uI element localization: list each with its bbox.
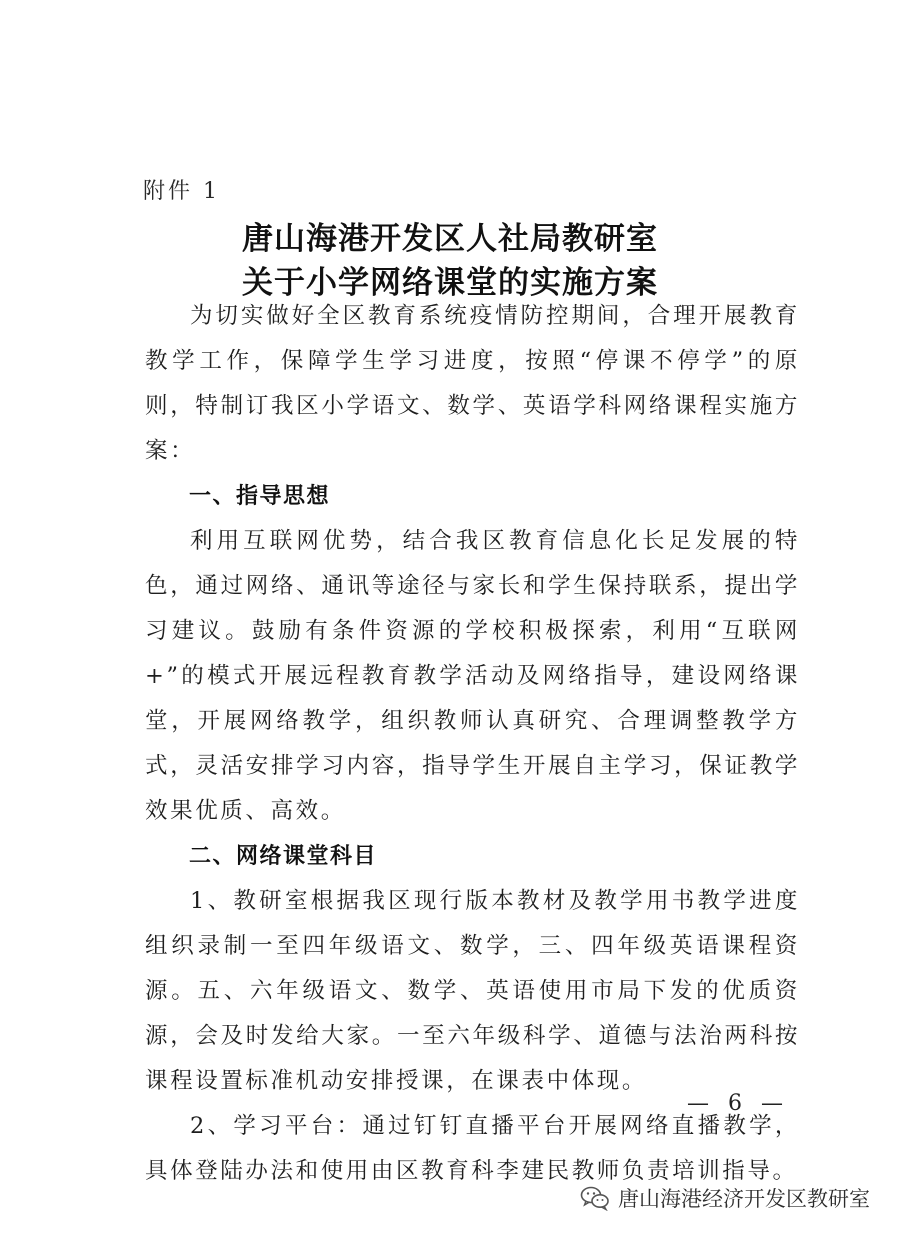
wechat-watermark xyxy=(580,1183,870,1213)
watermark-text: 唐山海港经济开发区教研室 xyxy=(618,1187,870,1211)
wechat-icon xyxy=(580,1185,610,1211)
document-body xyxy=(145,294,800,1194)
attachment-label: 附件 1 xyxy=(143,179,220,204)
section1-paragraph: 利用互联网优势，结合我区教育信息化长足发展的特色，通过网络、通讯等途径与家长和学生保持联系，提出学习建议。鼓励有条件资源的学校积极探索，利用“互联网+”的模式开展远程教育教学活动及网络指导，建设网络课堂，开展网络教学，组织教师认真研究、合理调整教学方式，灵活安排学习内容，指导学生开展自主学习，保证教学效果优质、高效。 xyxy=(145,528,800,824)
document-title-line1: 唐山海港开发区人社局教研室 xyxy=(242,221,658,257)
section2-item2: 2、学习平台：通过钉钉直播平台开展网络直播教学，具体登陆办法和使用由区教育科李建民教师负责培训指导。 xyxy=(145,1113,800,1184)
section1-heading: 一、指导思想 xyxy=(189,484,331,509)
section2-heading: 二、网络课堂科目 xyxy=(189,844,378,869)
document-title-line2: 关于小学网络课堂的实施方案 xyxy=(242,265,658,301)
page-number: — 6 — xyxy=(687,1091,789,1116)
intro-paragraph: 为切实做好全区教育系统疫情防控期间，合理开展教育教学工作，保障学生学习进度，按照“停课不停学”的原则，特制订我区小学语文、数学、英语学科网络课程实施方案： xyxy=(145,303,800,464)
section2-item1: 1、教研室根据我区现行版本教材及教学用书教学进度组织录制一至四年级语文、数学，三、四年级英语课程资源。五、六年级语文、数学、英语使用市局下发的优质资源，会及时发给大家。一至六年级科学、道德与法治两科按课程设置标准机动安排授课，在课表中体现。 xyxy=(145,888,800,1094)
